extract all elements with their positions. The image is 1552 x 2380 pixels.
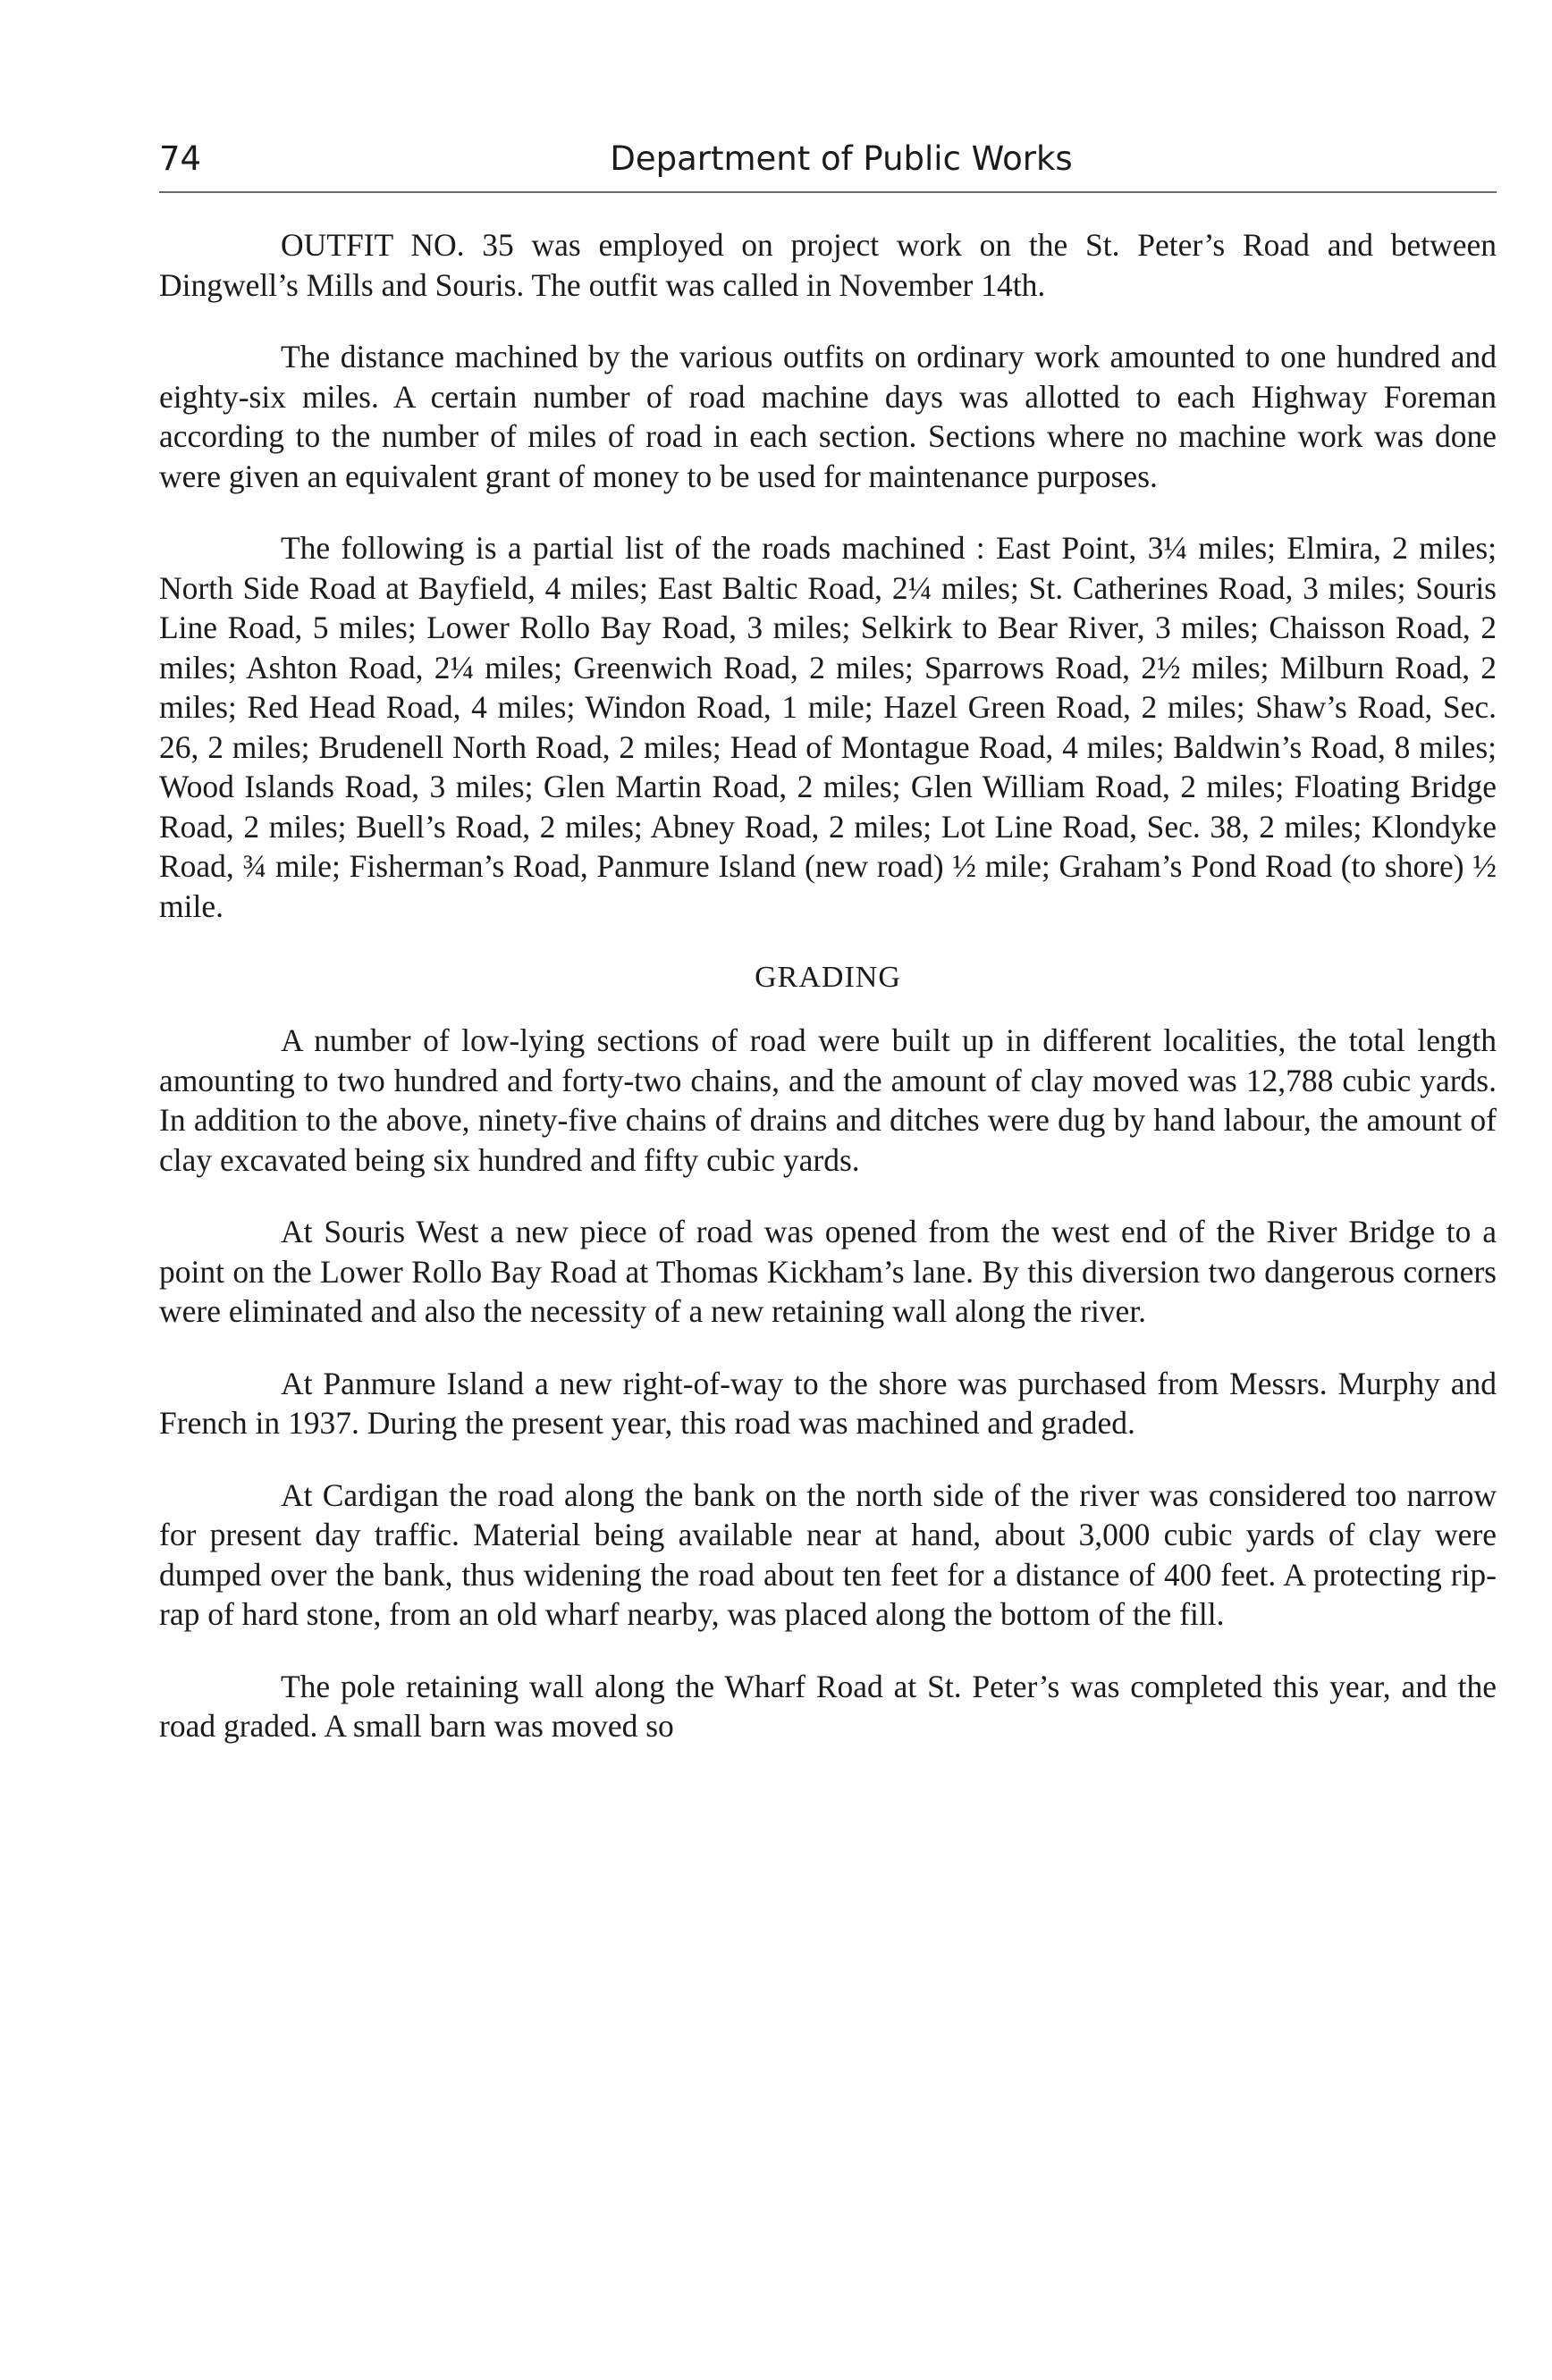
page-header bbox=[159, 134, 1497, 184]
body-text bbox=[159, 225, 1497, 1775]
paragraph-souris-west: At Souris West a new piece of road was opened from the west end of the River Bridge to a point on the Lower Rollo Bay Road at Thomas Kickham’s lane. By this diversion two dangerous corners were eliminated and also the necessity of a new retaining wall along the river. bbox=[159, 1214, 1497, 1329]
paragraph-pole-retaining-wall: The pole retaining wall along the Wharf Road at St. Peter’s was completed this year, and the road graded. A small barn was moved so bbox=[159, 1668, 1497, 1744]
paragraph-cardigan: At Cardigan the road along the bank on the north side of the river was considered too narrow for present day traffic. Material being available near at hand, about 3,000 cubic yards of clay were dumped over the bank, thus widening the road about ten feet for a distance of 400 feet. A protecting rip-rap of hard stone, from an old wharf nearby, was placed along the bottom of the fill. bbox=[159, 1476, 1497, 1632]
running-head: Department of Public Works bbox=[610, 139, 1073, 178]
header-rule bbox=[159, 191, 1497, 193]
paragraph-distance-machined: The distance machined by the various outfits on ordinary work amounted to one hundred and eighty-six miles. A certain number of road machine days was allotted to each Highway Foreman according to the number of miles of road in each section. Sections where no machine work was done were given an equivalent grant of money to be used for maintenance purposes. bbox=[159, 339, 1497, 494]
section-heading-grading: GRADING bbox=[755, 961, 901, 994]
page-number: 74 bbox=[159, 139, 202, 178]
paragraph-roads-list: The following is a partial list of the roads machined : East Point, 3¼ miles; Elmira, 2 miles; North Side Road at Bayfield, 4 miles; East Baltic Road, 2¼ miles; St. Catherines Road, 3 miles; Souris Line Road, 5 miles; Lower Rollo Bay Road, 3 miles; Selkirk to Bear River, 3 miles; Chaisson Road, 2 miles; Ashton Road, 2¼ miles; Greenwich Road, 2 miles; Sparrows Road, 2½ miles; Milburn Road, 2 miles; Red Head Road, 4 miles; Windon Road, 1 mile; Hazel Green Road, 2 miles; Shaw’s Road, Sec. 26, 2 miles; Brudenell North Road, 2 miles; Head of Montague Road, 4 miles; Baldwin’s Road, 8 miles; Wood Islands Road, 3 miles; Glen Martin Road, 2 miles; Glen William Road, 2 miles; Floating Bridge Road, 2 miles; Buell’s Road, 2 miles; Abney Road, 2 miles; Lot Line Road, Sec. 38, 2 miles; Klondyke Road, ¾ mile; Fisherman’s Road, Panmure Island (new road) ½ mile; Graham’s Pond Road (to shore) ½ mile. bbox=[159, 530, 1497, 924]
paragraph-low-lying-sections: A number of low-lying sections of road were built up in different localities, the total length amounting to two hundred and forty-two chains, and the amount of clay moved was 12,788 cubic yards. In addition to the above, ninety-five chains of drains and ditches were dug by hand labour, the amount of clay excavated being six hundred and fifty cubic yards. bbox=[159, 1022, 1497, 1178]
paragraph-outfit-35: OUTFIT NO. 35 was employed on project work on the St. Peter’s Road and between Dingwell’s Mills and Souris. The outfit was called in November 14th. bbox=[159, 227, 1497, 303]
paragraph-panmure-island: At Panmure Island a new right-of-way to the shore was purchased from Messrs. Murphy and French in 1937. During the present year, this road was machined and graded. bbox=[159, 1365, 1497, 1441]
